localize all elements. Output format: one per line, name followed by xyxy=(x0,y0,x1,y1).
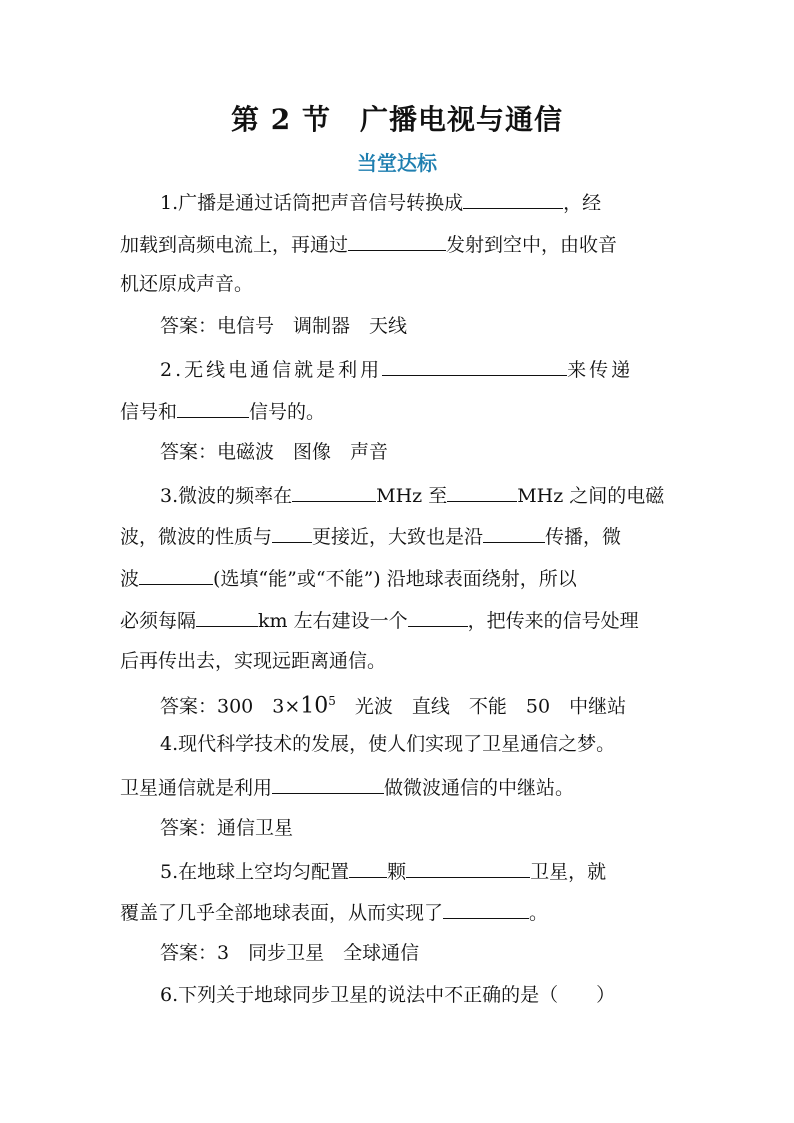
q1-line-3: 机还原成声音。 xyxy=(120,273,254,295)
q3-blank-5 xyxy=(139,564,213,585)
q5-line-2: 覆盖了几乎全部地球表面，从而实现了 。 xyxy=(120,898,548,926)
section-subtitle: 当堂达标 xyxy=(357,151,437,175)
q2-line-2: 信号和 信号的。 xyxy=(120,397,325,425)
q2-answer: 答案：电磁波 图像 声音 xyxy=(160,441,389,463)
q3-blank-3 xyxy=(272,522,312,543)
q4-blank-1 xyxy=(272,773,384,794)
q2-blank-2 xyxy=(177,397,249,418)
q5-blank-2 xyxy=(406,857,530,878)
q4-answer: 答案：通信卫星 xyxy=(160,817,294,839)
q3-blank-6 xyxy=(196,606,258,627)
q3-blank-1 xyxy=(292,481,376,502)
q4-line-1: 4.现代科学技术的发展，使人们实现了卫星通信之梦。 xyxy=(160,733,616,755)
q5-line-1: 5.在地球上空均匀配置 颗 卫星，就 xyxy=(160,857,606,885)
q5-blank-1 xyxy=(349,857,387,878)
q3-line-1: 3.微波的频率在 MHz 至 MHz 之间的电磁 xyxy=(160,481,664,509)
q1-blank-1 xyxy=(463,188,563,209)
q3-line-4: 必须每隔 km 左右建设一个 ，把传来的信号处理 xyxy=(120,606,639,634)
q1-blank-2 xyxy=(348,230,446,251)
q3-line-3: 波 (选填“能”或“不能”) 沿地球表面绕射，所以 xyxy=(120,564,577,592)
q1-answer: 答案：电信号 调制器 天线 xyxy=(160,315,408,337)
q3-line-5: 后再传出去，实现远距离通信。 xyxy=(120,650,387,672)
q2-line-1: 2.无线电通信就是利用 来传递 xyxy=(160,355,633,383)
q6-line-1: 6.下列关于地球同步卫星的说法中不正确的是（ ） xyxy=(160,984,616,1006)
q1-line-1: 1.广播是通过话筒把声音信号转换成 ，经 xyxy=(160,188,601,216)
q5-answer: 答案：3 同步卫星 全球通信 xyxy=(160,942,420,964)
q3-blank-4 xyxy=(483,522,545,543)
q3-blank-7 xyxy=(408,606,468,627)
q5-blank-3 xyxy=(443,898,529,919)
q3-blank-2 xyxy=(447,481,517,502)
q2-blank-1 xyxy=(382,355,567,376)
q3-answer: 答案：300 $3\times 10^5$ 光波 直线 不能 50 中继站 xyxy=(160,693,627,719)
q1-line-2: 加载到高频电流上，再通过 发射到空中，由收音 xyxy=(120,230,617,258)
page-title: 第 2 节 广播电视与通信 xyxy=(231,103,563,136)
q4-line-2: 卫星通信就是利用 做微波通信的中继站。 xyxy=(120,773,574,801)
q3-line-2: 波，微波的性质与 更接近，大致也是沿 传播，微 xyxy=(120,522,621,550)
